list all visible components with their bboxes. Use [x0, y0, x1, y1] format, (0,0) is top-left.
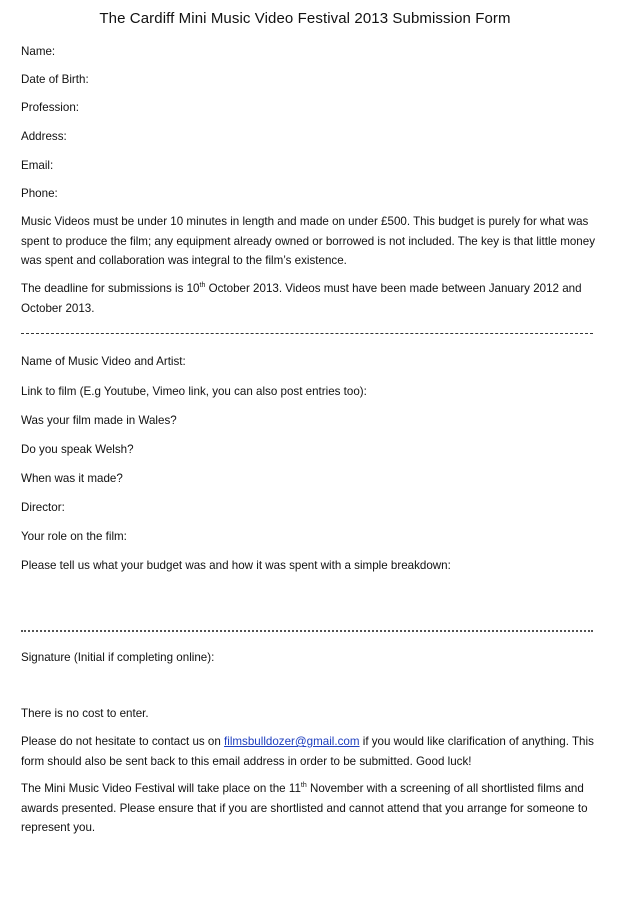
contact-email-link[interactable]: filmsbulldozer@gmail.com — [224, 735, 360, 748]
cost-note: There is no cost to enter. — [21, 707, 149, 720]
field-name-label: Name: — [21, 45, 56, 58]
festival-paragraph: The Mini Music Video Festival will take place on the 11th November with a screening of all shortlisted films and awards presented. Please ensure that if you are shortlisted and cannot attend that you arrange for someone to represent you. — [21, 782, 588, 834]
contact-paragraph: Please do not hesitate to contact us on filmsbulldozer@gmail.com if you would like clarification of anything. This form should also be sent back to this email address in order to be submitted. Good luck! — [21, 735, 594, 768]
form-title: The Cardiff Mini Music Video Festival 2013 Submission Form — [99, 10, 511, 27]
field-address-label: Address: — [21, 130, 67, 143]
signature-label: Signature (Initial if completing online): — [21, 651, 215, 664]
field-film-link-label: Link to film (E.g Youtube, Vimeo link, you can also post entries too): — [21, 385, 367, 398]
field-email-label: Email: — [21, 159, 54, 172]
rules-paragraph: Music Videos must be under 10 minutes in length and made on under £500. This budget is purely for what was spent to produce the film; any equipment already owned or borrowed is not included. The key is that little money was spent and collaboration was integral to the film’s existence. — [21, 215, 595, 267]
deadline-paragraph: The deadline for submissions is 10th October 2013. Videos must have been made between January 2012 and October 2013. — [21, 282, 582, 315]
field-phone-label: Phone: — [21, 187, 58, 200]
field-made-in-wales-label: Was your film made in Wales? — [21, 414, 177, 427]
field-profession-label: Profession: — [21, 101, 79, 114]
field-video-artist-label: Name of Music Video and Artist: — [21, 355, 186, 368]
field-speak-welsh-label: Do you speak Welsh? — [21, 443, 134, 456]
field-when-made-label: When was it made? — [21, 472, 123, 485]
section-divider-dashed — [21, 333, 593, 334]
section-divider-dotted — [21, 630, 593, 632]
field-budget-breakdown-label: Please tell us what your budget was and how it was spent with a simple breakdown: — [21, 559, 451, 572]
field-dob-label: Date of Birth: — [21, 73, 89, 86]
field-director-label: Director: — [21, 501, 65, 514]
field-role-label: Your role on the film: — [21, 530, 127, 543]
